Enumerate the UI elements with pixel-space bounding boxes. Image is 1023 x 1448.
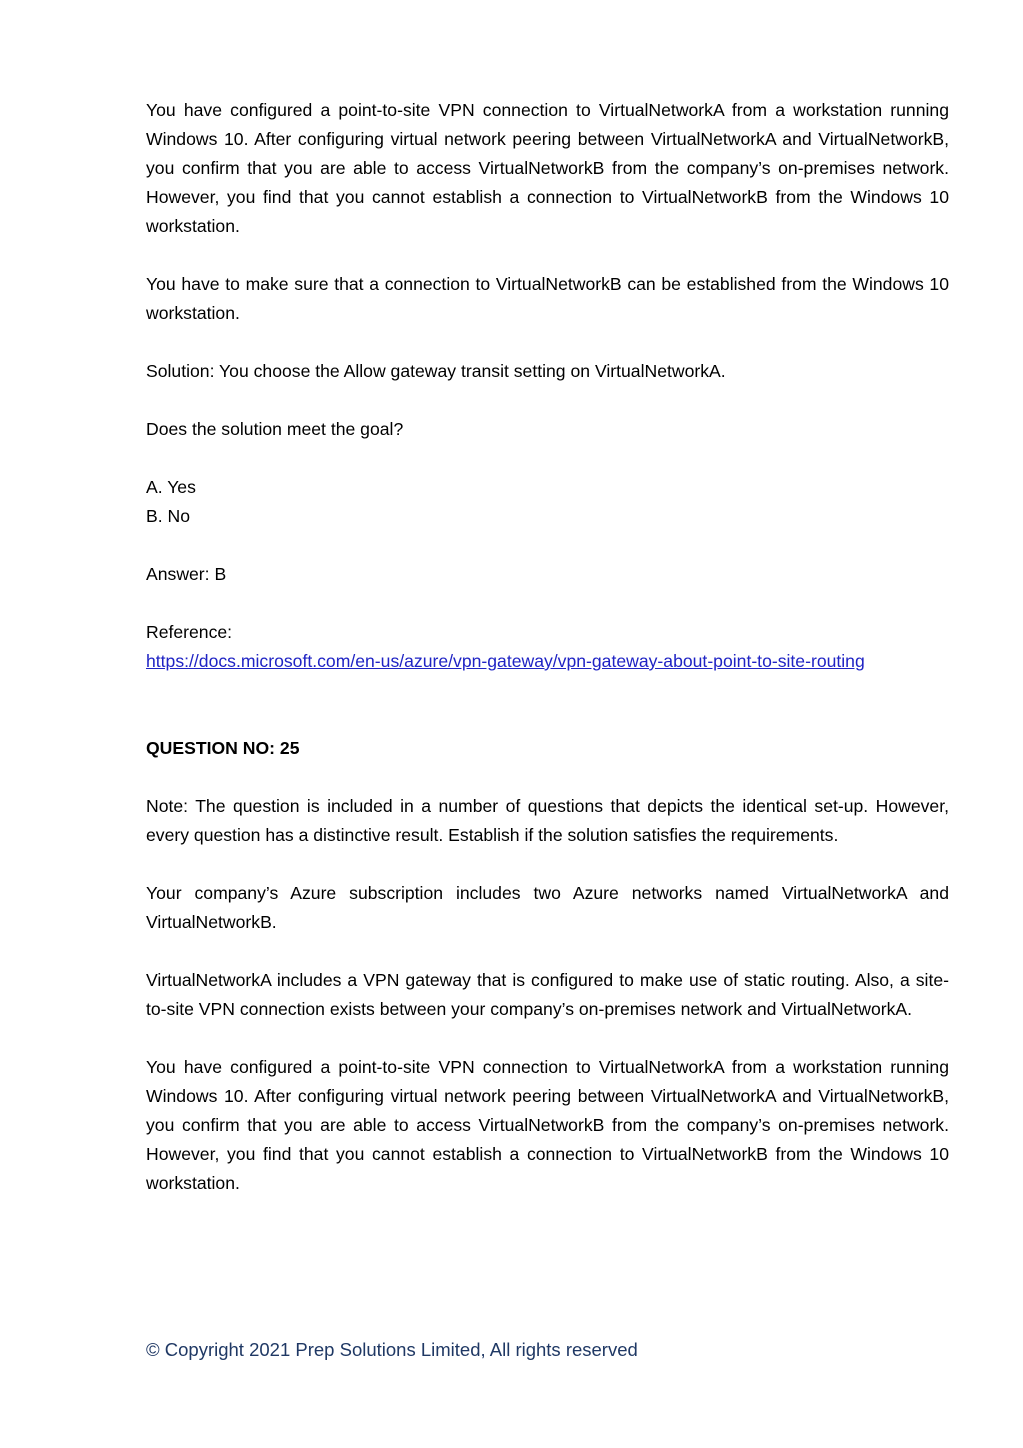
intro-paragraph-1: You have configured a point-to-site VPN connection to VirtualNetworkA from a workstation running Windows 10. After configuring virtual network peering between VirtualNetworkA and VirtualNetworkB, you confirm that you are able to access VirtualNetworkB from the company’s on-premises network. However, you find that you cannot establish a connection to VirtualNetworkB from the Windows 10 workstation. (146, 100, 949, 236)
option-b: B. No (146, 506, 191, 526)
answer-text: Answer: B (146, 564, 227, 584)
question-paragraph-3: You have configured a point-to-site VPN connection to VirtualNetworkA from a workstation running Windows 10. After configuring virtual network peering between VirtualNetworkA and VirtualNetworkB, you confirm that you are able to access VirtualNetworkB from the company’s on-premises network. However, you find that you cannot establish a connection to VirtualNetworkB from the Windows 10 workstation. (146, 1057, 949, 1193)
goal-question: Does the solution meet the goal? (146, 419, 404, 439)
document-body (146, 96, 949, 1198)
copyright-footer: © Copyright 2021 Prep Solutions Limited, All rights reserved (146, 1339, 638, 1360)
intro-paragraph-2: You have to make sure that a connection to VirtualNetworkB can be established from the Windows 10 workstation. (146, 274, 949, 323)
reference-link[interactable]: https://docs.microsoft.com/en-us/azure/vpn-gateway/vpn-gateway-about-point-to-site-routing (146, 651, 865, 671)
reference-label: Reference: (146, 622, 233, 642)
solution-text: Solution: You choose the Allow gateway transit setting on VirtualNetworkA. (146, 361, 726, 381)
question-paragraph-1: Your company’s Azure subscription includes two Azure networks named VirtualNetworkA and VirtualNetworkB. (146, 883, 949, 932)
question-note: Note: The question is included in a number of questions that depicts the identical set-up. However, every question has a distinctive result. Establish if the solution satisfies the requirements. (146, 796, 949, 845)
option-a: A. Yes (146, 477, 196, 497)
reference-link-line (146, 647, 949, 676)
question-heading: QUESTION NO: 25 (146, 738, 300, 758)
question-paragraph-2: VirtualNetworkA includes a VPN gateway that is configured to make use of static routing. Also, a site-to-site VPN connection exists between your company’s on-premises network and VirtualNetworkA. (146, 970, 949, 1019)
